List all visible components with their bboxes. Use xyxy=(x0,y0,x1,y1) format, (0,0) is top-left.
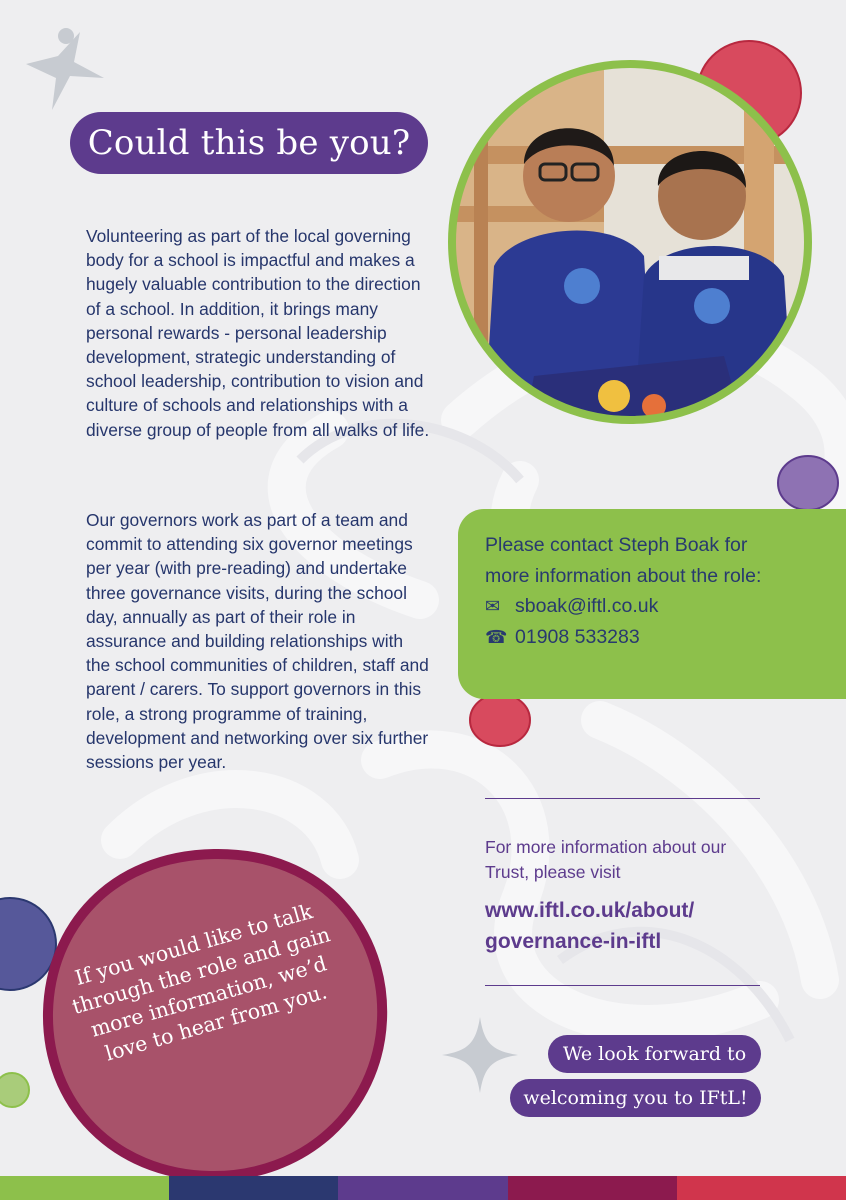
footer-stripe-2 xyxy=(169,1176,338,1200)
decor-circle-lilac xyxy=(776,454,840,512)
closing-pill-2: welcoming you to IFtL! xyxy=(510,1079,761,1117)
footer-stripe-1 xyxy=(0,1176,169,1200)
governance-link[interactable] xyxy=(485,895,775,957)
governance-link-line2[interactable]: governance-in-iftl xyxy=(485,930,662,953)
footer-stripe-4 xyxy=(508,1176,677,1200)
talk-message: If you would like to talk through the role and gain more information, we’d love to hear from you. xyxy=(69,899,333,1066)
intro-paragraph: Volunteering as part of the local governing body for a school is impactful and makes a hugely valuable contribution to the direction of a school. In addition, it brings many personal rewards - personal leadership development, strategic understanding of school leadership, contribution to vision and culture of schools and relationships with a diverse group of people from all walks of life. xyxy=(86,226,430,440)
divider-bottom xyxy=(485,985,760,986)
governors-paragraph: Our governors work as part of a team and commit to attending six governor meetings per year (with pre-reading) and undertake three governance visits, during the school day, annually as part of their role in assurance and building relationships with the school communities of children, staff and parent / carers. To support governors in this role, a strong programme of training, development and networking over six further sessions per year. xyxy=(86,510,429,773)
contact-intro: Please contact Steph Boak for more information about the role: xyxy=(485,534,762,587)
governance-link-line1[interactable]: www.iftl.co.uk/about/ xyxy=(485,899,695,922)
sparkle-icon xyxy=(440,1015,520,1095)
divider-top xyxy=(485,798,760,799)
page-title: Could this be you? xyxy=(70,112,428,174)
decor-circle-pink xyxy=(468,694,532,750)
children-photo xyxy=(444,56,816,428)
star-figure-icon xyxy=(20,22,110,114)
telephone-icon: ☎ xyxy=(485,626,508,647)
trust-info-text: For more information about our Trust, please visit xyxy=(485,837,727,882)
contact-phone[interactable]: 01908 533283 xyxy=(515,625,640,648)
phone-row xyxy=(485,622,785,653)
closing-pill-1: We look forward to xyxy=(548,1035,761,1073)
photo-circle xyxy=(444,56,816,428)
decor-circle-green xyxy=(0,1070,32,1110)
contact-email[interactable]: sboak@iftl.co.uk xyxy=(515,595,659,617)
contact-details xyxy=(485,530,785,652)
footer-stripe-5 xyxy=(677,1176,846,1200)
footer-stripe-3 xyxy=(338,1176,507,1200)
email-row xyxy=(485,591,785,622)
footer-color-bar xyxy=(0,1176,846,1200)
envelope-icon: ✉ xyxy=(485,596,501,616)
